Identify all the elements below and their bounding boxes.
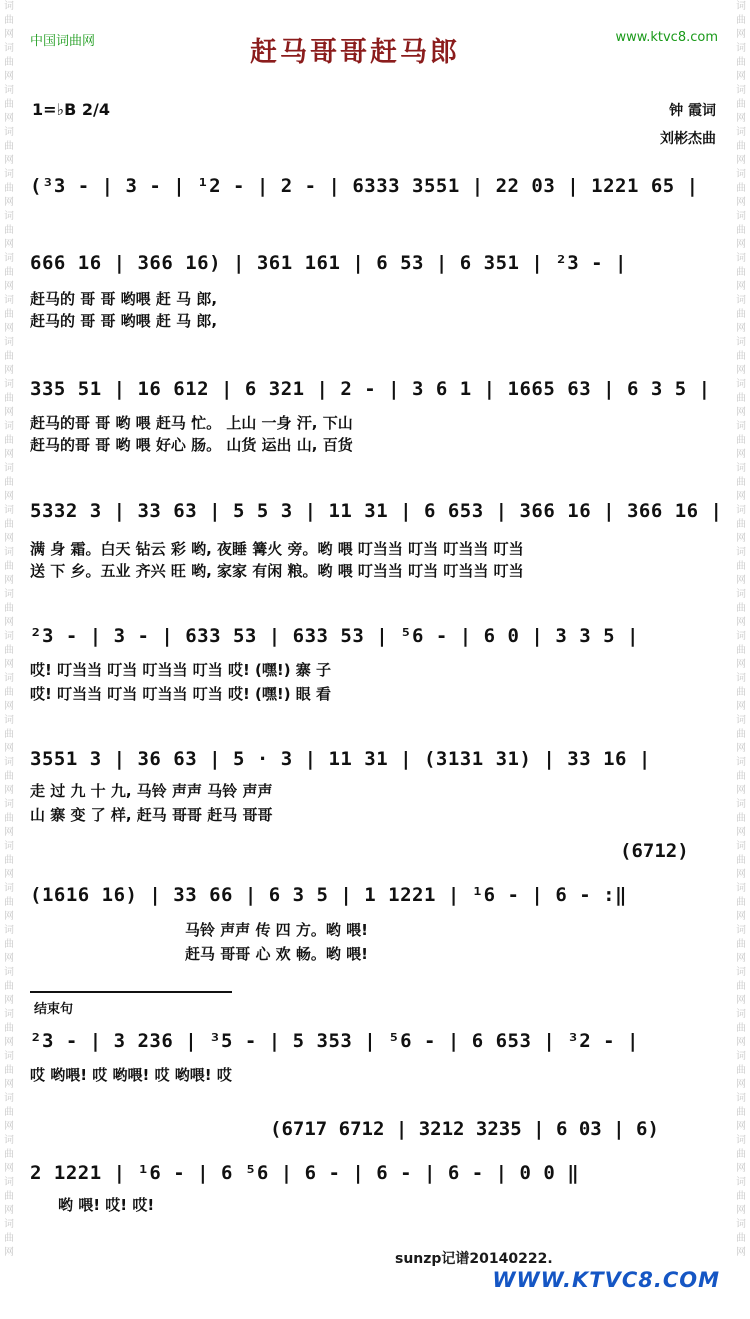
notation-line: (1616 16) | 33 66 | 6 3 5 | 1 1221 | ¹6 - | 6 - :‖ [30,884,627,906]
notation-line: ²3 - | 3 236 | ³5 - | 5 353 | ⁵6 - | 6 653 | ³2 - | [30,1030,639,1052]
lyrics-verse-1: 哎! 叮当当 叮当 叮当当 叮当 哎! (嘿!) 寨 子 [30,661,332,679]
notation-line: (³3 - | 3 - | ¹2 - | 2 - | 6333 3551 | 22 03 | 1221 65 | [30,175,699,197]
composer-credit: 刘彬杰曲 [660,131,716,147]
lyrics-verse-2: 送 下 乡。五业 齐兴 旺 哟, 家家 有闲 粮。哟 喂 叮当当 叮当 叮当当 叮当 [30,562,524,580]
notation-line: 3551 3 | 36 63 | 5 · 3 | 11 31 | (3131 31) | 33 16 | [30,748,651,770]
lyrics-verse-2: 赶马 哥哥 心 欢 畅。哟 喂! [185,945,368,963]
lyrics-verse-2: 哎! 叮当当 叮当 叮当当 叮当 哎! (嘿!) 眼 看 [30,685,332,703]
lyrics-verse-1: 赶马的 哥 哥 哟喂 赶 马 郎, [30,290,218,308]
intro-fragment: (6712) [620,840,689,862]
notation-line: 335 51 | 16 612 | 6 321 | 2 - | 3 6 1 | 1665 63 | 6 3 5 | [30,378,711,400]
lyrics-verse-1: 满 身 霜。白天 钻云 彩 哟, 夜睡 篝火 旁。哟 喂 叮当当 叮当 叮当当 叮当 [30,540,524,558]
score-system [30,175,724,215]
footer-url[interactable]: WWW.KTVC8.COM [492,1268,720,1292]
lyrics-verse-1: 赶马的哥 哥 哟 喂 赶马 忙。 上山 一身 汗, 下山 [30,414,353,432]
side-watermark-right: 词曲网词曲网词曲网词曲网词曲网词曲网词曲网词曲网词曲网词曲网词曲网词曲网词曲网词曲网词曲网词曲网词曲网词曲网词曲网词曲网词曲网词曲网词曲网词曲网词曲网词曲网词曲网词曲网词曲网词曲网 [736,1,746,1258]
score-system [30,748,724,828]
notation-line: 5332 3 | 33 63 | 5 5 3 | 11 31 | 6 653 | 366 16 | 366 16 | [30,500,723,522]
transcriber-signature: sunzp记谱20140222. [395,1251,553,1267]
lyrics-verse-2: 山 寨 变 了 样, 赶马 哥哥 赶马 哥哥 [30,806,273,824]
lyrics-verse-1: 马铃 声声 传 四 方。哟 喂! [185,921,368,939]
notation-line: 666 16 | 366 16) | 361 161 | 6 53 | 6 351 | ²3 - | [30,252,627,274]
lyrics-verse-2: 赶马的哥 哥 哟 喂 好心 肠。 山货 运出 山, 百货 [30,436,353,454]
score-system [30,500,724,580]
site-name[interactable]: 中国词曲网 [30,34,96,49]
score-system [30,1030,724,1090]
lyrics-verse-1: 哟 喂! 哎! 哎! [58,1196,155,1214]
notation-line: 2 1221 | ¹6 - | 6 ⁵6 | 6 - | 6 - | 6 - | 0 0 ‖ [30,1162,580,1184]
score-system [30,378,724,458]
score-system [30,625,724,705]
notation-line: ²3 - | 3 - | 633 53 | 633 53 | ⁵6 - | 6 0 | 3 3 5 | [30,625,639,647]
lyrics-verse-2: 赶马的 哥 哥 哟喂 赶 马 郎, [30,312,218,330]
song-title: 赶马哥哥赶马郎 [250,37,460,68]
score-system [30,884,724,964]
key-signature: 1=♭B 2/4 [32,100,110,119]
site-url[interactable]: www.ktvc8.com [615,30,718,45]
score-system [30,252,724,332]
coda-label: 结束句 [34,1002,74,1017]
coda-divider [30,991,232,993]
score-system [30,1162,724,1222]
lyrics-verse-1: 哎 哟喂! 哎 哟喂! 哎 哟喂! 哎 [30,1066,232,1084]
side-watermark-left: 词曲网词曲网词曲网词曲网词曲网词曲网词曲网词曲网词曲网词曲网词曲网词曲网词曲网词曲网词曲网词曲网词曲网词曲网词曲网词曲网词曲网词曲网词曲网词曲网词曲网词曲网词曲网词曲网词曲网词曲网 [4,1,14,1258]
coda-intro-line: (6717 6712 | 3212 3235 | 6 03 | 6) [270,1118,659,1140]
lyrics-verse-1: 走 过 九 十 九, 马铃 声声 马铃 声声 [30,782,273,800]
lyricist-credit: 钟 霞词 [669,103,716,119]
